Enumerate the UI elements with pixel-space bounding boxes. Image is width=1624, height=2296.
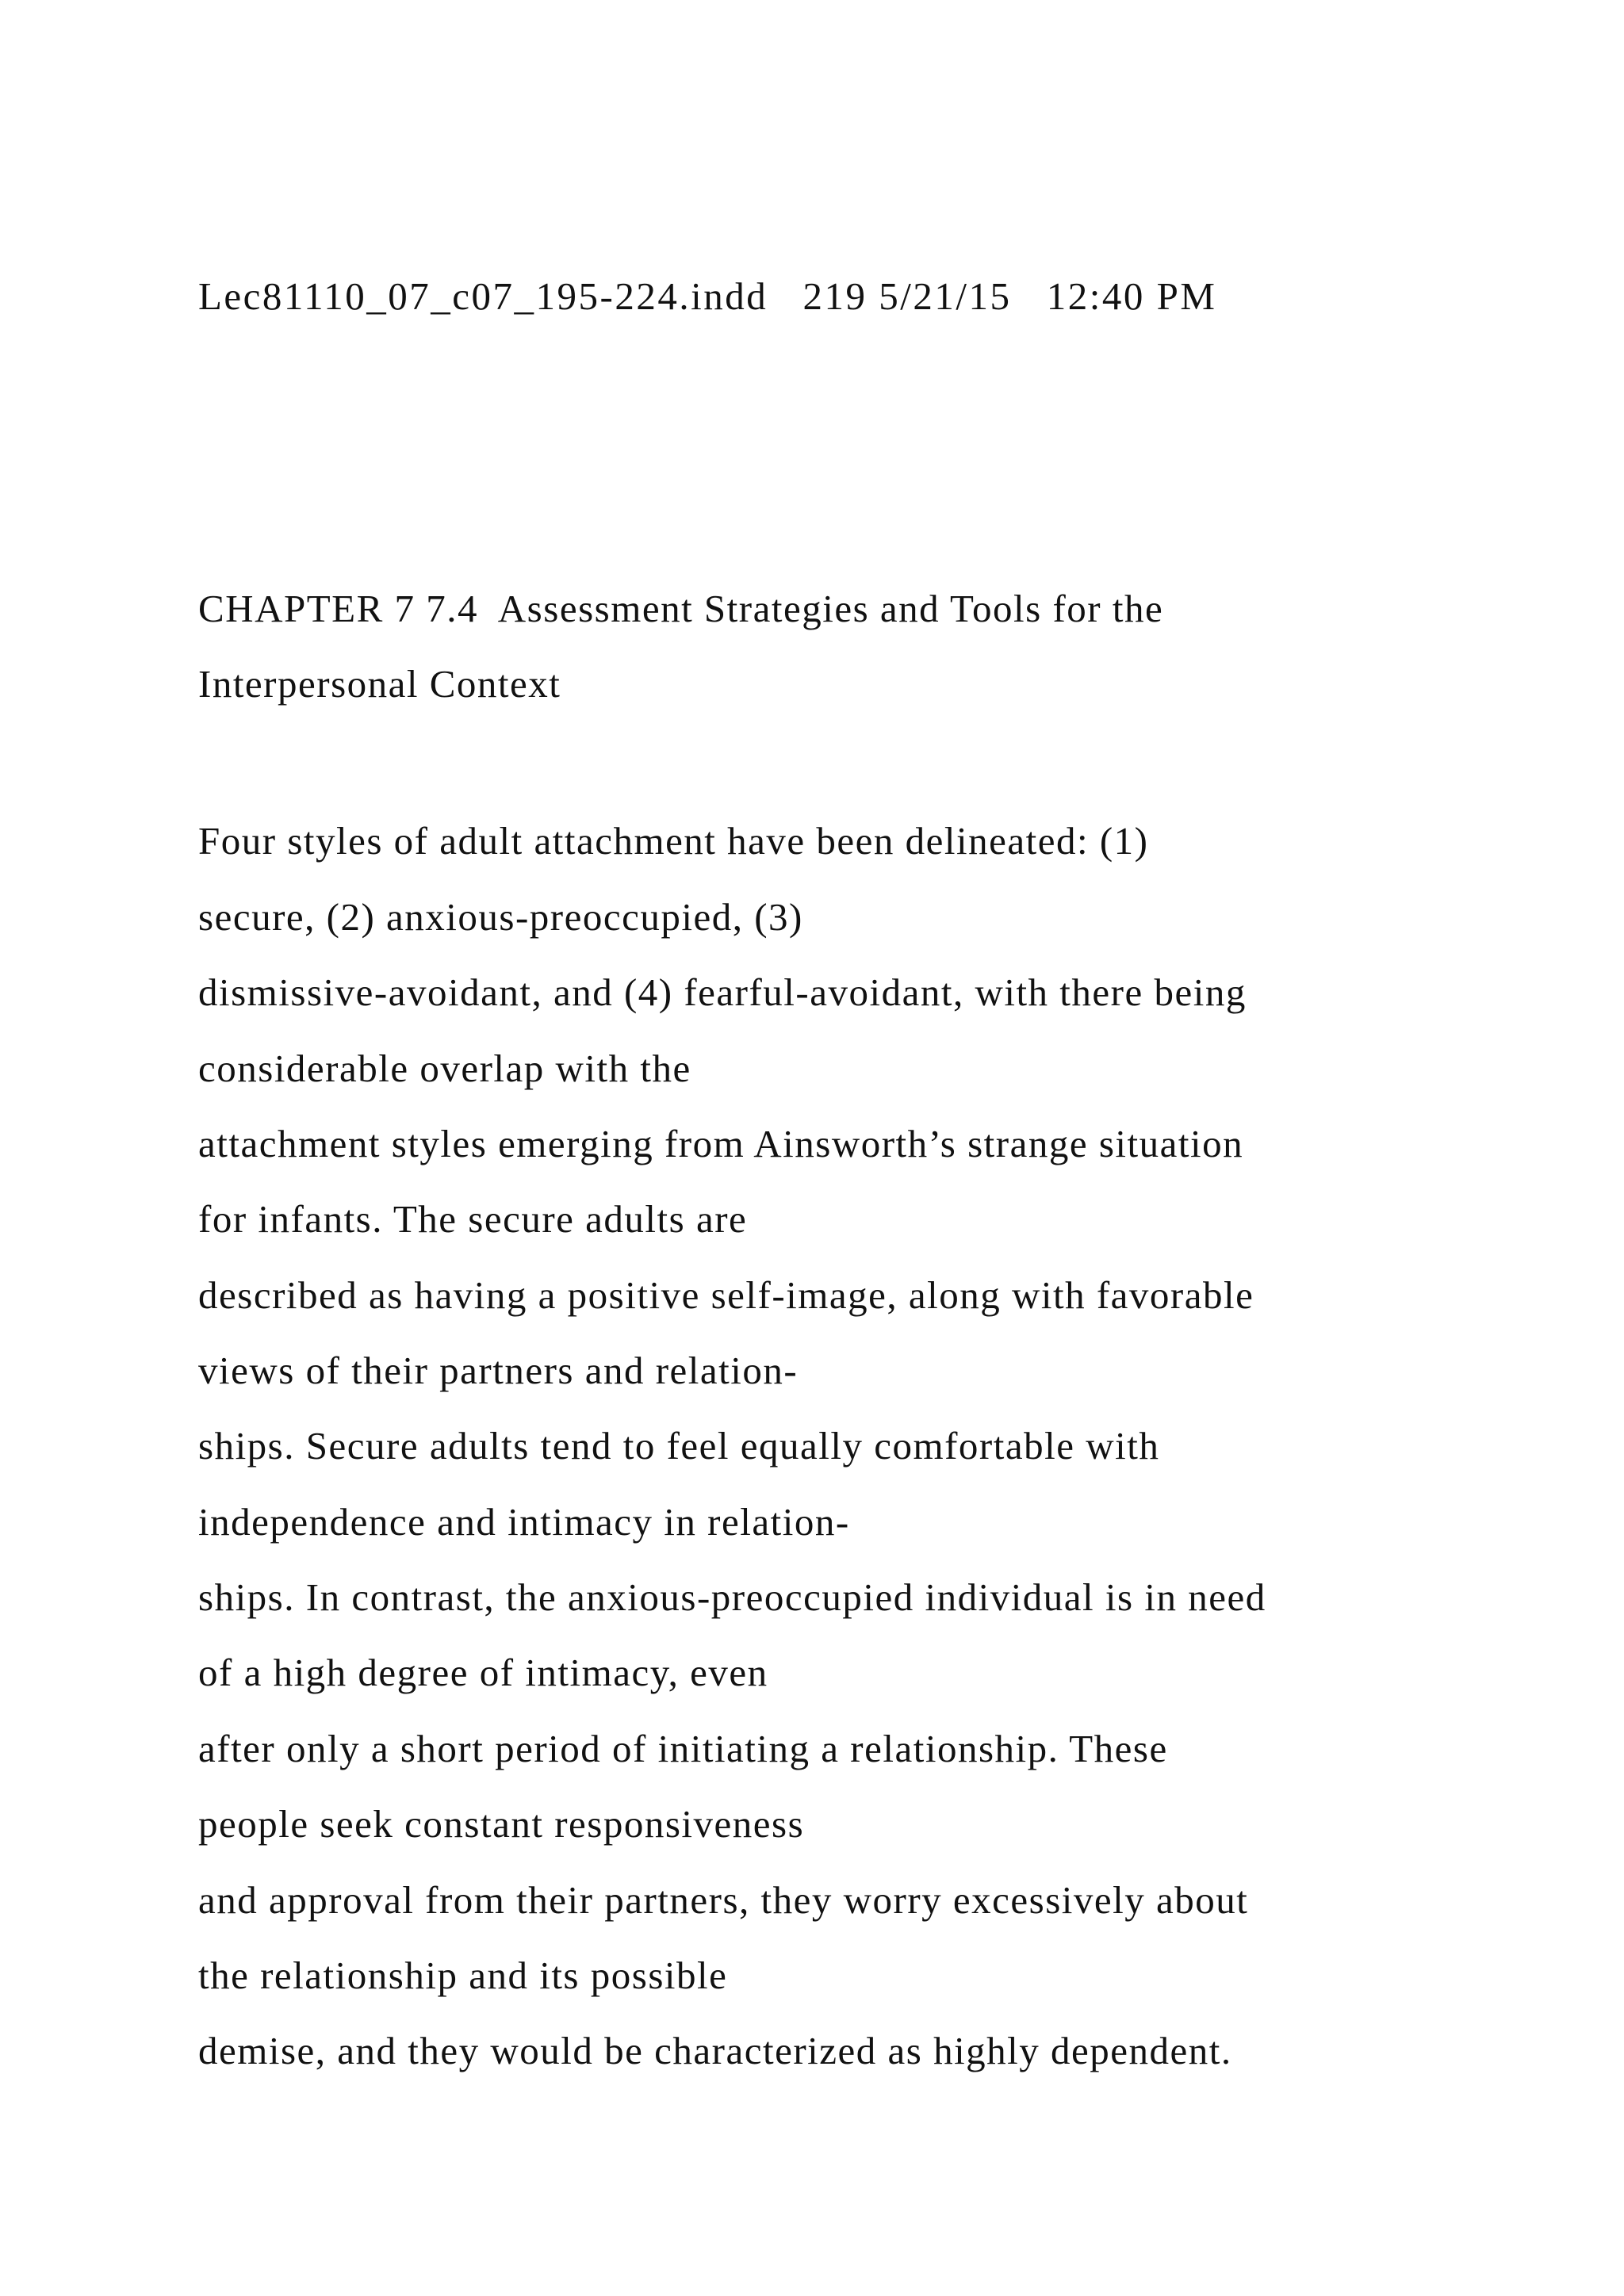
body-line: of a high degree of intimacy, even: [198, 1651, 768, 1694]
body-line: the relationship and its possible: [198, 1954, 728, 1997]
body-line: and approval from their partners, they worry excessively about: [198, 1878, 1249, 1922]
body-line: people seek constant responsiveness: [198, 1802, 805, 1846]
body-line: for infants. The secure adults are: [198, 1197, 748, 1241]
body-line: after only a short period of initiating a relationship. These: [198, 1727, 1168, 1770]
body-line: considerable overlap with the: [198, 1047, 691, 1090]
body-line: ships. In contrast, the anxious-preoccupied individual is in need: [198, 1575, 1266, 1619]
body-line: dismissive-avoidant, and (4) fearful-avoidant, with there being: [198, 970, 1247, 1014]
body-line: attachment styles emerging from Ainsworth’s strange situation: [198, 1122, 1244, 1165]
chapter-heading-line-2: Interpersonal Context: [198, 662, 561, 706]
chapter-heading-line-1: CHAPTER 7 7.4 Assessment Strategies and Tools for the: [198, 587, 1164, 630]
body-line: demise, and they would be characterized as highly dependent.: [198, 2029, 1232, 2072]
body-line: views of their partners and relation-: [198, 1349, 799, 1392]
body-line: Four styles of adult attachment have been delineated: (1): [198, 819, 1149, 863]
body-line: ships. Secure adults tend to feel equally comfortable with: [198, 1424, 1160, 1468]
file-header: Lec81110_07_c07_195-224.indd 219 5/21/15 12:40 PM: [198, 274, 1217, 318]
body-line: independence and intimacy in relation-: [198, 1500, 850, 1544]
body-line: described as having a positive self-image, along with favorable: [198, 1273, 1254, 1317]
body-line: secure, (2) anxious-preoccupied, (3): [198, 895, 803, 939]
